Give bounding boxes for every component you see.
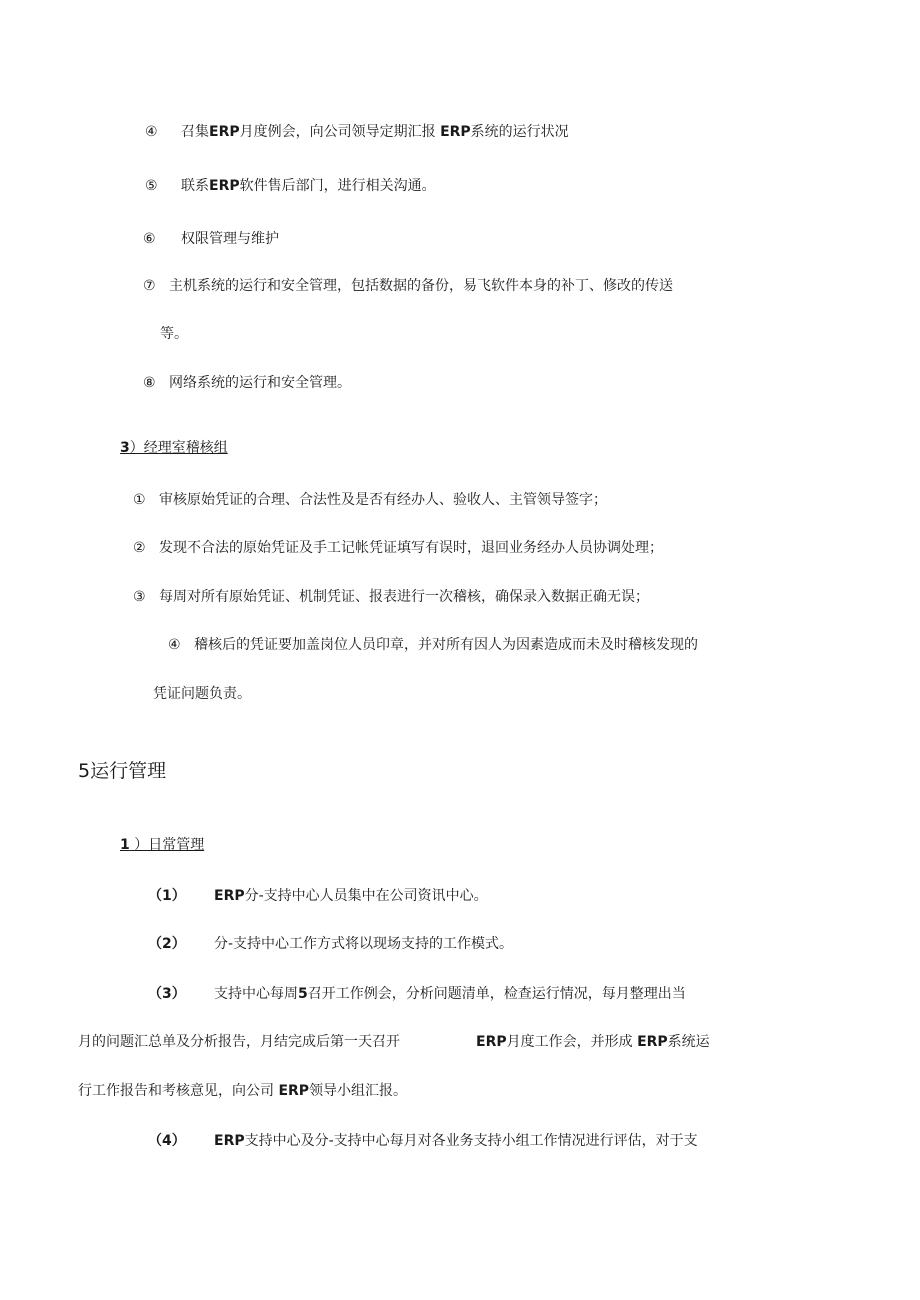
- item-marker: ②: [133, 540, 146, 556]
- duty-item-7-continuation: 等。: [160, 326, 188, 342]
- paragraph-3-line-3: 行工作报告和考核意见，向公司 ERP领导小组汇报。: [78, 1083, 408, 1099]
- item-marker: ④: [168, 637, 181, 653]
- audit-item-2: ② 发现不合法的原始凭证及手工记帐凭证填写有误时，退回业务经办人员协调处理；: [133, 540, 663, 556]
- duty-item-4: ④ 召集ERP月度例会，向公司领导定期汇报 ERP系统的运行状况: [145, 124, 569, 140]
- item-marker: ①: [133, 492, 146, 508]
- item-marker: ⑧: [143, 375, 156, 391]
- audit-item-4-continuation: 凭证问题负责。: [153, 686, 251, 702]
- paragraph-number: （2）: [148, 936, 186, 952]
- paragraph-1: （1） ERP分-支持中心人员集中在公司资讯中心。: [148, 888, 488, 904]
- item-marker: ⑥: [143, 231, 156, 247]
- audit-item-1: ① 审核原始凭证的合理、合法性及是否有经办人、验收人、主管领导签字；: [133, 492, 607, 508]
- subsection-heading: 1 ）日常管理: [120, 837, 205, 853]
- paragraph-3: （3） 支持中心每周5召开工作例会，分析问题清单，检查运行情况，每月整理出当: [148, 986, 686, 1002]
- audit-item-4: ④ 稽核后的凭证要加盖岗位人员印章，并对所有因人为因素造成而未及时稽核发现的: [168, 637, 698, 653]
- paragraph-2: （2） 分-支持中心工作方式将以现场支持的工作模式。: [148, 936, 514, 952]
- paragraph-4: （4） ERP支持中心及分-支持中心每月对各业务支持小组工作情况进行评估，对于支: [148, 1133, 698, 1149]
- paragraph-number: （1）: [148, 888, 186, 904]
- duty-item-6: ⑥ 权限管理与维护: [143, 231, 279, 247]
- paragraph-3-line-2: 月的问题汇总单及分析报告，月结完成后第一天召开 ERP月度工作会，并形成 ERP系统运: [78, 1034, 710, 1050]
- duty-item-7: ⑦ 主机系统的运行和安全管理，包括数据的备份，易飞软件本身的补丁、修改的传送: [143, 278, 673, 294]
- audit-item-3: ③ 每周对所有原始凭证、机制凭证、报表进行一次稽核，确保录入数据正确无误；: [133, 589, 649, 605]
- audit-group-heading: 3）经理室稽核组: [120, 440, 228, 456]
- item-marker: ⑤: [145, 178, 158, 194]
- duty-item-5: ⑤ 联系ERP软件售后部门，进行相关沟通。: [145, 178, 436, 194]
- duty-item-8: ⑧ 网络系统的运行和安全管理。: [143, 375, 351, 391]
- item-marker: ③: [133, 589, 146, 605]
- paragraph-number: （4）: [148, 1133, 186, 1149]
- section-title: 5运行管理: [78, 760, 167, 782]
- item-marker: ④: [145, 124, 158, 140]
- item-marker: ⑦: [143, 278, 156, 294]
- paragraph-number: （3）: [148, 986, 186, 1002]
